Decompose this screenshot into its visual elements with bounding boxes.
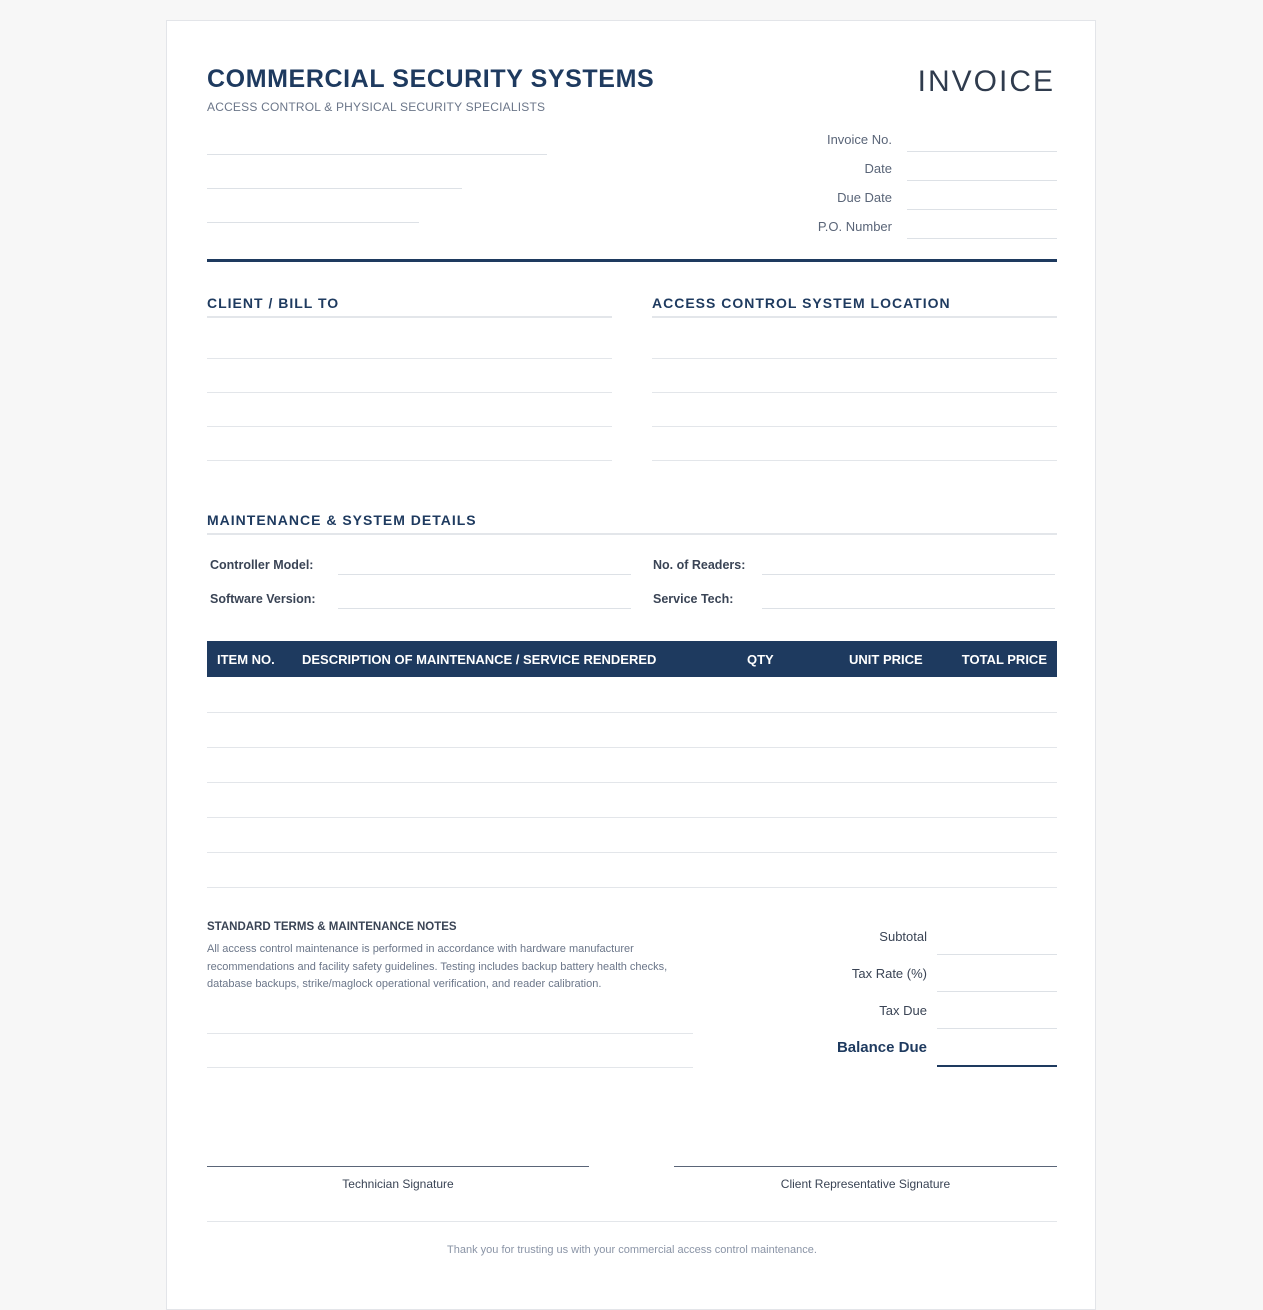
footer-divider	[207, 1221, 1057, 1222]
notes-line-1[interactable]	[207, 1033, 693, 1034]
software-version-label: Software Version:	[210, 592, 316, 606]
notes-line-2[interactable]	[207, 1067, 693, 1068]
header-divider	[207, 259, 1057, 262]
invoice-no-field[interactable]	[907, 151, 1057, 152]
technician-signature-line[interactable]	[207, 1166, 589, 1167]
client-signature-label: Client Representative Signature	[780, 1177, 951, 1191]
subtotal-label: Subtotal	[879, 929, 927, 944]
technician-signature-label: Technician Signature	[342, 1177, 454, 1191]
client-line-1[interactable]	[207, 358, 612, 359]
po-number-label: P.O. Number	[817, 219, 892, 234]
controller-model-label: Controller Model:	[210, 558, 314, 572]
subtotal-field[interactable]	[937, 954, 1057, 955]
company-address-line-1[interactable]	[207, 154, 547, 155]
terms-text: All access control maintenance is performed in accordance with hardware manufacturer recommendations and facility safety guidelines. Testing includes backup battery health checks, database backups, strike/maglock operational verification, and reader calibration.	[207, 943, 668, 990]
items-table-header	[207, 641, 1057, 677]
company-address-line-3[interactable]	[207, 222, 419, 223]
column-item-no: ITEM NO.	[217, 652, 275, 667]
controller-model-field[interactable]	[338, 574, 631, 575]
client-line-3[interactable]	[207, 426, 612, 427]
location-line-1[interactable]	[652, 358, 1057, 359]
location-line-3[interactable]	[652, 426, 1057, 427]
company-address-line-2[interactable]	[207, 188, 462, 189]
table-row[interactable]	[207, 747, 1057, 748]
tax-due-label: Tax Due	[879, 1003, 927, 1018]
location-line-4[interactable]	[652, 460, 1057, 461]
tax-rate-field[interactable]	[937, 991, 1057, 992]
client-line-4[interactable]	[207, 460, 612, 461]
table-row[interactable]	[207, 712, 1057, 713]
table-row[interactable]	[207, 852, 1057, 853]
no-of-readers-field[interactable]	[762, 574, 1055, 575]
company-name: COMMERCIAL SECURITY SYSTEMS	[207, 65, 655, 93]
details-section-rule	[207, 533, 1057, 535]
column-description: DESCRIPTION OF MAINTENANCE / SERVICE RENDERED	[302, 652, 657, 667]
column-total-price: TOTAL PRICE	[961, 652, 1047, 667]
date-label: Date	[864, 161, 892, 176]
po-number-field[interactable]	[907, 238, 1057, 239]
balance-due-label: Balance Due	[836, 1039, 927, 1056]
company-tagline: ACCESS CONTROL & PHYSICAL SECURITY SPECIALISTS	[207, 100, 546, 114]
client-section-rule	[207, 316, 612, 318]
software-version-field[interactable]	[338, 608, 631, 609]
location-section-heading: ACCESS CONTROL SYSTEM LOCATION	[652, 295, 951, 311]
table-row[interactable]	[207, 887, 1057, 888]
due-date-label: Due Date	[837, 190, 892, 205]
location-line-2[interactable]	[652, 392, 1057, 393]
no-of-readers-label: No. of Readers:	[653, 558, 746, 572]
client-section-heading: CLIENT / BILL TO	[207, 295, 340, 311]
terms-heading: STANDARD TERMS & MAINTENANCE NOTES	[207, 921, 457, 933]
service-tech-label: Service Tech:	[653, 592, 734, 606]
details-section-heading: MAINTENANCE & SYSTEM DETAILS	[207, 512, 477, 528]
invoice-page	[166, 20, 1096, 1310]
document-title: INVOICE	[917, 65, 1055, 98]
client-signature-line[interactable]	[674, 1166, 1057, 1167]
due-date-field[interactable]	[907, 209, 1057, 210]
invoice-no-label: Invoice No.	[826, 132, 892, 147]
table-row[interactable]	[207, 782, 1057, 783]
column-qty: QTY	[747, 652, 774, 667]
tax-rate-label: Tax Rate (%)	[851, 966, 927, 981]
tax-due-field[interactable]	[937, 1028, 1057, 1029]
service-tech-field[interactable]	[762, 608, 1055, 609]
balance-due-field[interactable]	[937, 1065, 1057, 1067]
location-section-rule	[652, 316, 1057, 318]
column-unit-price: UNIT PRICE	[849, 652, 923, 667]
date-field[interactable]	[907, 180, 1057, 181]
client-line-2[interactable]	[207, 392, 612, 393]
footer-message: Thank you for trusting us with your commercial access control maintenance.	[447, 1244, 817, 1256]
table-row[interactable]	[207, 817, 1057, 818]
